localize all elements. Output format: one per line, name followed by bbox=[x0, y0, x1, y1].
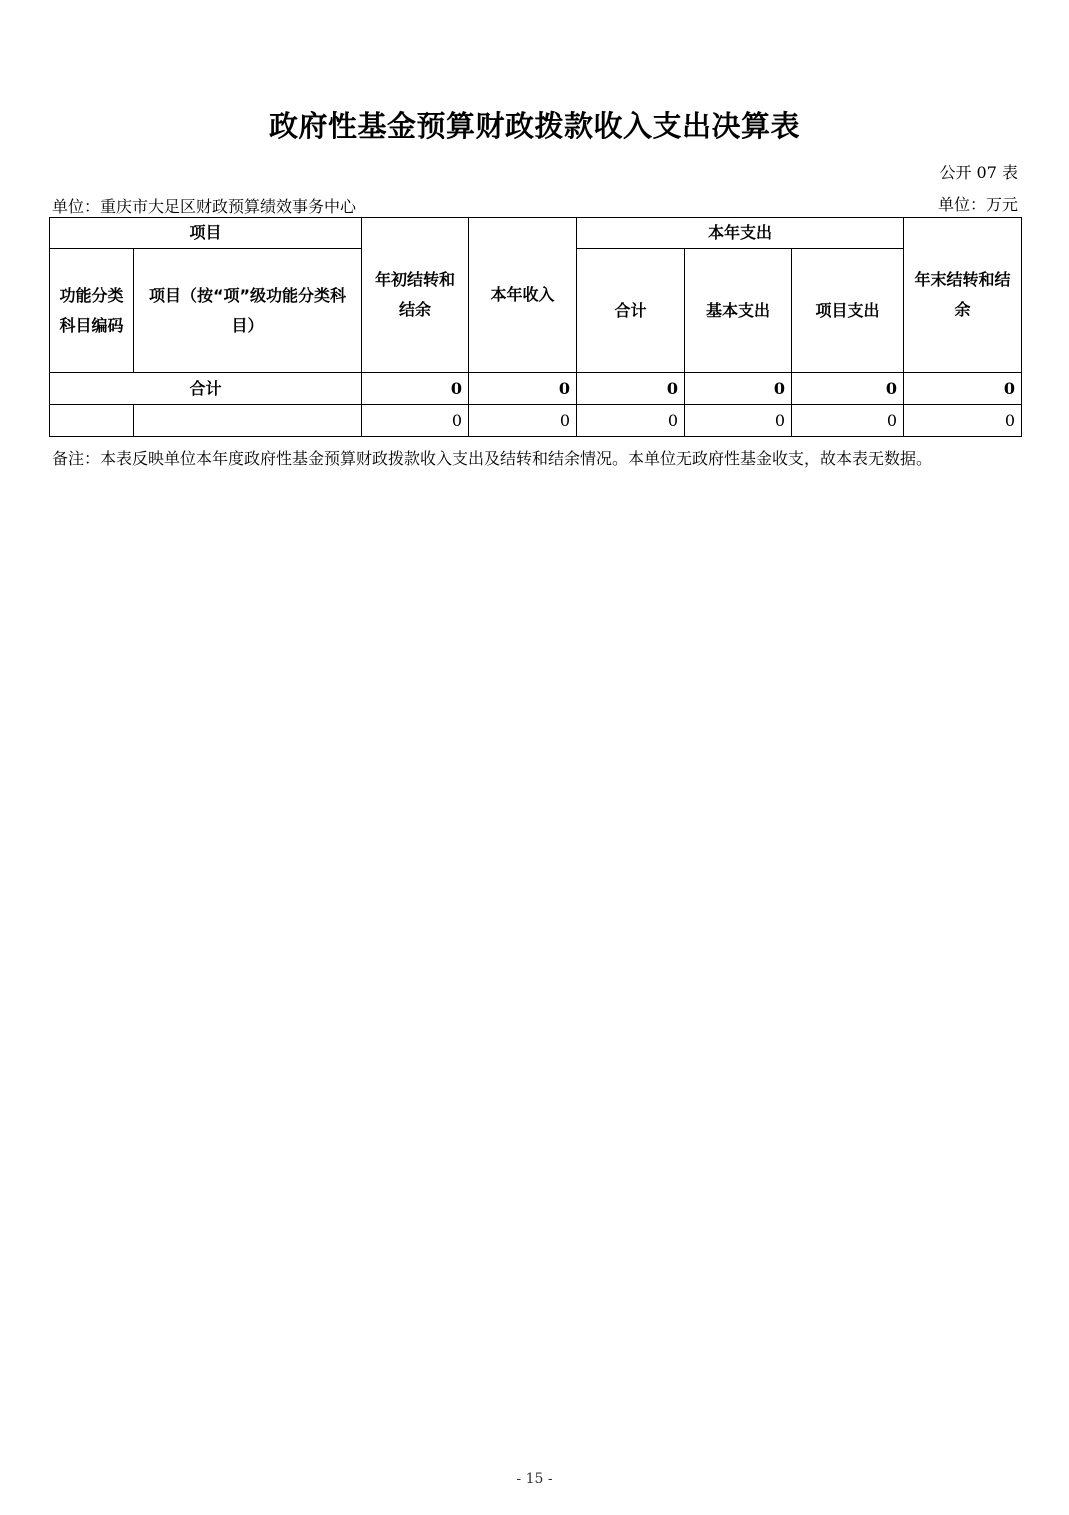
total-label: 合计 bbox=[50, 373, 362, 405]
page-title: 政府性基金预算财政拨款收入支出决算表 bbox=[268, 109, 800, 143]
total-beginning-balance: 0 bbox=[362, 373, 469, 405]
header-exp-basic: 基本支出 bbox=[685, 249, 792, 373]
row-exp-total: 0 bbox=[577, 405, 685, 437]
unit-currency: 单位：万元 bbox=[937, 195, 1018, 214]
total-ending-balance: 0 bbox=[904, 373, 1022, 405]
header-income: 本年收入 bbox=[469, 218, 577, 373]
header-code: 功能分类科目编码 bbox=[50, 249, 134, 373]
header-exp-project: 项目支出 bbox=[792, 249, 904, 373]
header-name: 项目（按“项”级功能分类科目） bbox=[134, 249, 362, 373]
row-exp-project: 0 bbox=[792, 405, 904, 437]
total-exp-project: 0 bbox=[792, 373, 904, 405]
budget-table bbox=[49, 217, 1022, 437]
row-name bbox=[134, 405, 362, 437]
row-code bbox=[50, 405, 134, 437]
header-expenditure-group: 本年支出 bbox=[577, 218, 904, 249]
header-row-1 bbox=[50, 218, 1022, 249]
header-ending-balance: 年末结转和结余 bbox=[904, 218, 1022, 373]
total-exp-total: 0 bbox=[577, 373, 685, 405]
unit-organization: 单位：重庆市大足区财政预算绩效事务中心 bbox=[52, 197, 357, 216]
total-row bbox=[50, 373, 1022, 405]
row-beginning-balance: 0 bbox=[362, 405, 469, 437]
header-item-group: 项目 bbox=[50, 218, 362, 249]
row-ending-balance: 0 bbox=[904, 405, 1022, 437]
row-exp-basic: 0 bbox=[685, 405, 792, 437]
header-exp-total: 合计 bbox=[577, 249, 685, 373]
table-row bbox=[50, 405, 1022, 437]
table-note: 备注：本表反映单位本年度政府性基金预算财政拨款收入支出及结转和结余情况。本单位无政府性基金收支，故本表无数据。 bbox=[52, 449, 933, 468]
header-beginning-balance: 年初结转和结余 bbox=[362, 218, 469, 373]
page-number: - 15 - bbox=[516, 1471, 553, 1487]
row-income: 0 bbox=[469, 405, 577, 437]
total-exp-basic: 0 bbox=[685, 373, 792, 405]
table-code: 公开 07 表 bbox=[939, 163, 1018, 182]
total-income: 0 bbox=[469, 373, 577, 405]
